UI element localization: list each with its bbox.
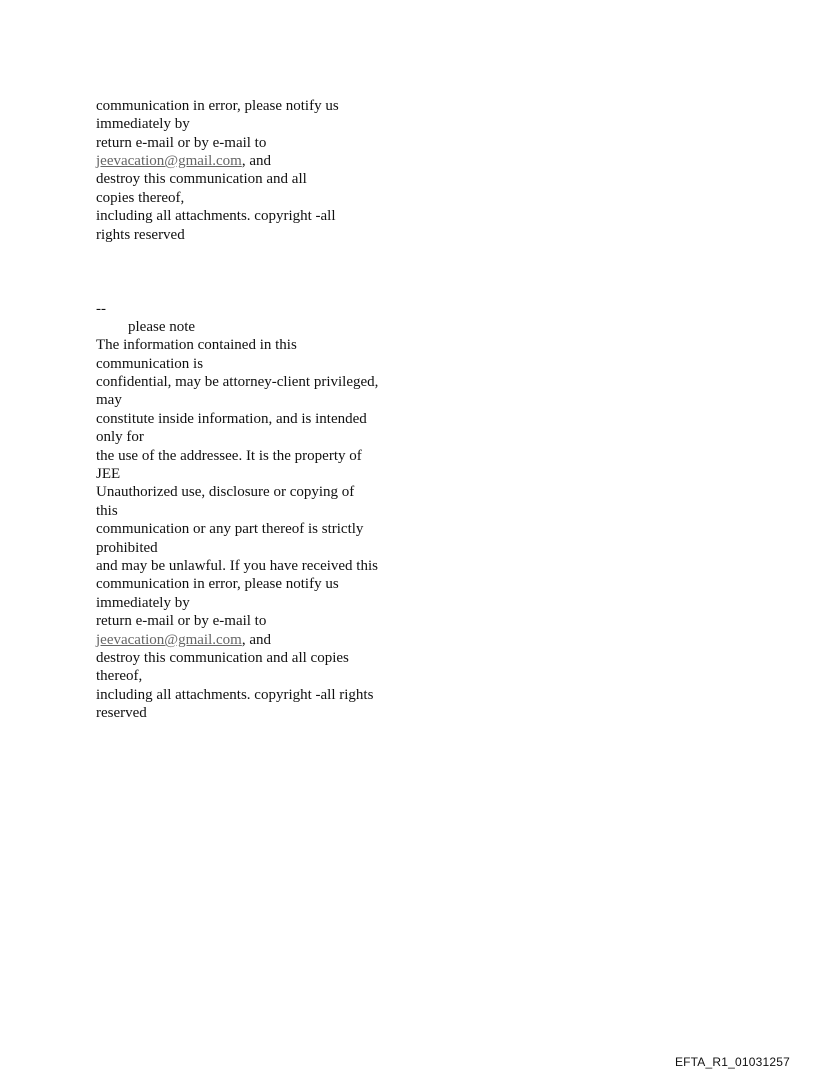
block2-line: communication in error, please notify us (96, 576, 339, 592)
block2-line: this (96, 503, 118, 519)
block1-line: communication in error, please notify us (96, 98, 339, 114)
block2-line: Unauthorized use, disclosure or copying of (96, 484, 355, 500)
block2-line: may (96, 392, 122, 408)
block2-line: destroy this communication and all copies (96, 650, 349, 666)
block2-line: the use of the addressee. It is the property of (96, 448, 362, 464)
block2-line: and may be unlawful. If you have received this (96, 558, 378, 574)
block2-line: The information contained in this (96, 337, 297, 353)
signature-separator: -- (96, 301, 106, 317)
block2-line: communication is (96, 356, 204, 372)
block2-line: thereof, (96, 668, 143, 684)
block1-line: including all attachments. copyright -all (96, 208, 336, 224)
block2-line: reserved (96, 705, 147, 721)
email-suffix: , and (241, 632, 272, 648)
block1-line: rights reserved (96, 227, 185, 243)
block2-line: only for (96, 429, 144, 445)
block2-line: return e-mail or by e-mail to (96, 613, 267, 629)
block2-line: JEE (96, 466, 121, 482)
block1-email-line (96, 152, 271, 170)
email-link[interactable]: jeevacation@gmail.com (96, 632, 242, 648)
email-suffix: , and (241, 153, 272, 169)
block2-line: communication or any part thereof is strictly (96, 521, 364, 537)
block2-line: confidential, may be attorney-client privileged, (96, 374, 379, 390)
block1-line: return e-mail or by e-mail to (96, 135, 267, 151)
block1-line: copies thereof, (96, 190, 185, 206)
block2-line: including all attachments. copyright -all rights (96, 687, 374, 703)
block2-email-line (96, 631, 271, 649)
notice-heading: please note (128, 319, 196, 335)
block2-line: constitute inside information, and is intended (96, 411, 367, 427)
block2-line: prohibited (96, 540, 158, 556)
document-id: EFTA_R1_01031257 (674, 1055, 790, 1069)
email-link[interactable]: jeevacation@gmail.com (96, 153, 242, 169)
block1-line: destroy this communication and all (96, 171, 307, 187)
block1-line: immediately by (96, 116, 190, 132)
block2-line: immediately by (96, 595, 190, 611)
